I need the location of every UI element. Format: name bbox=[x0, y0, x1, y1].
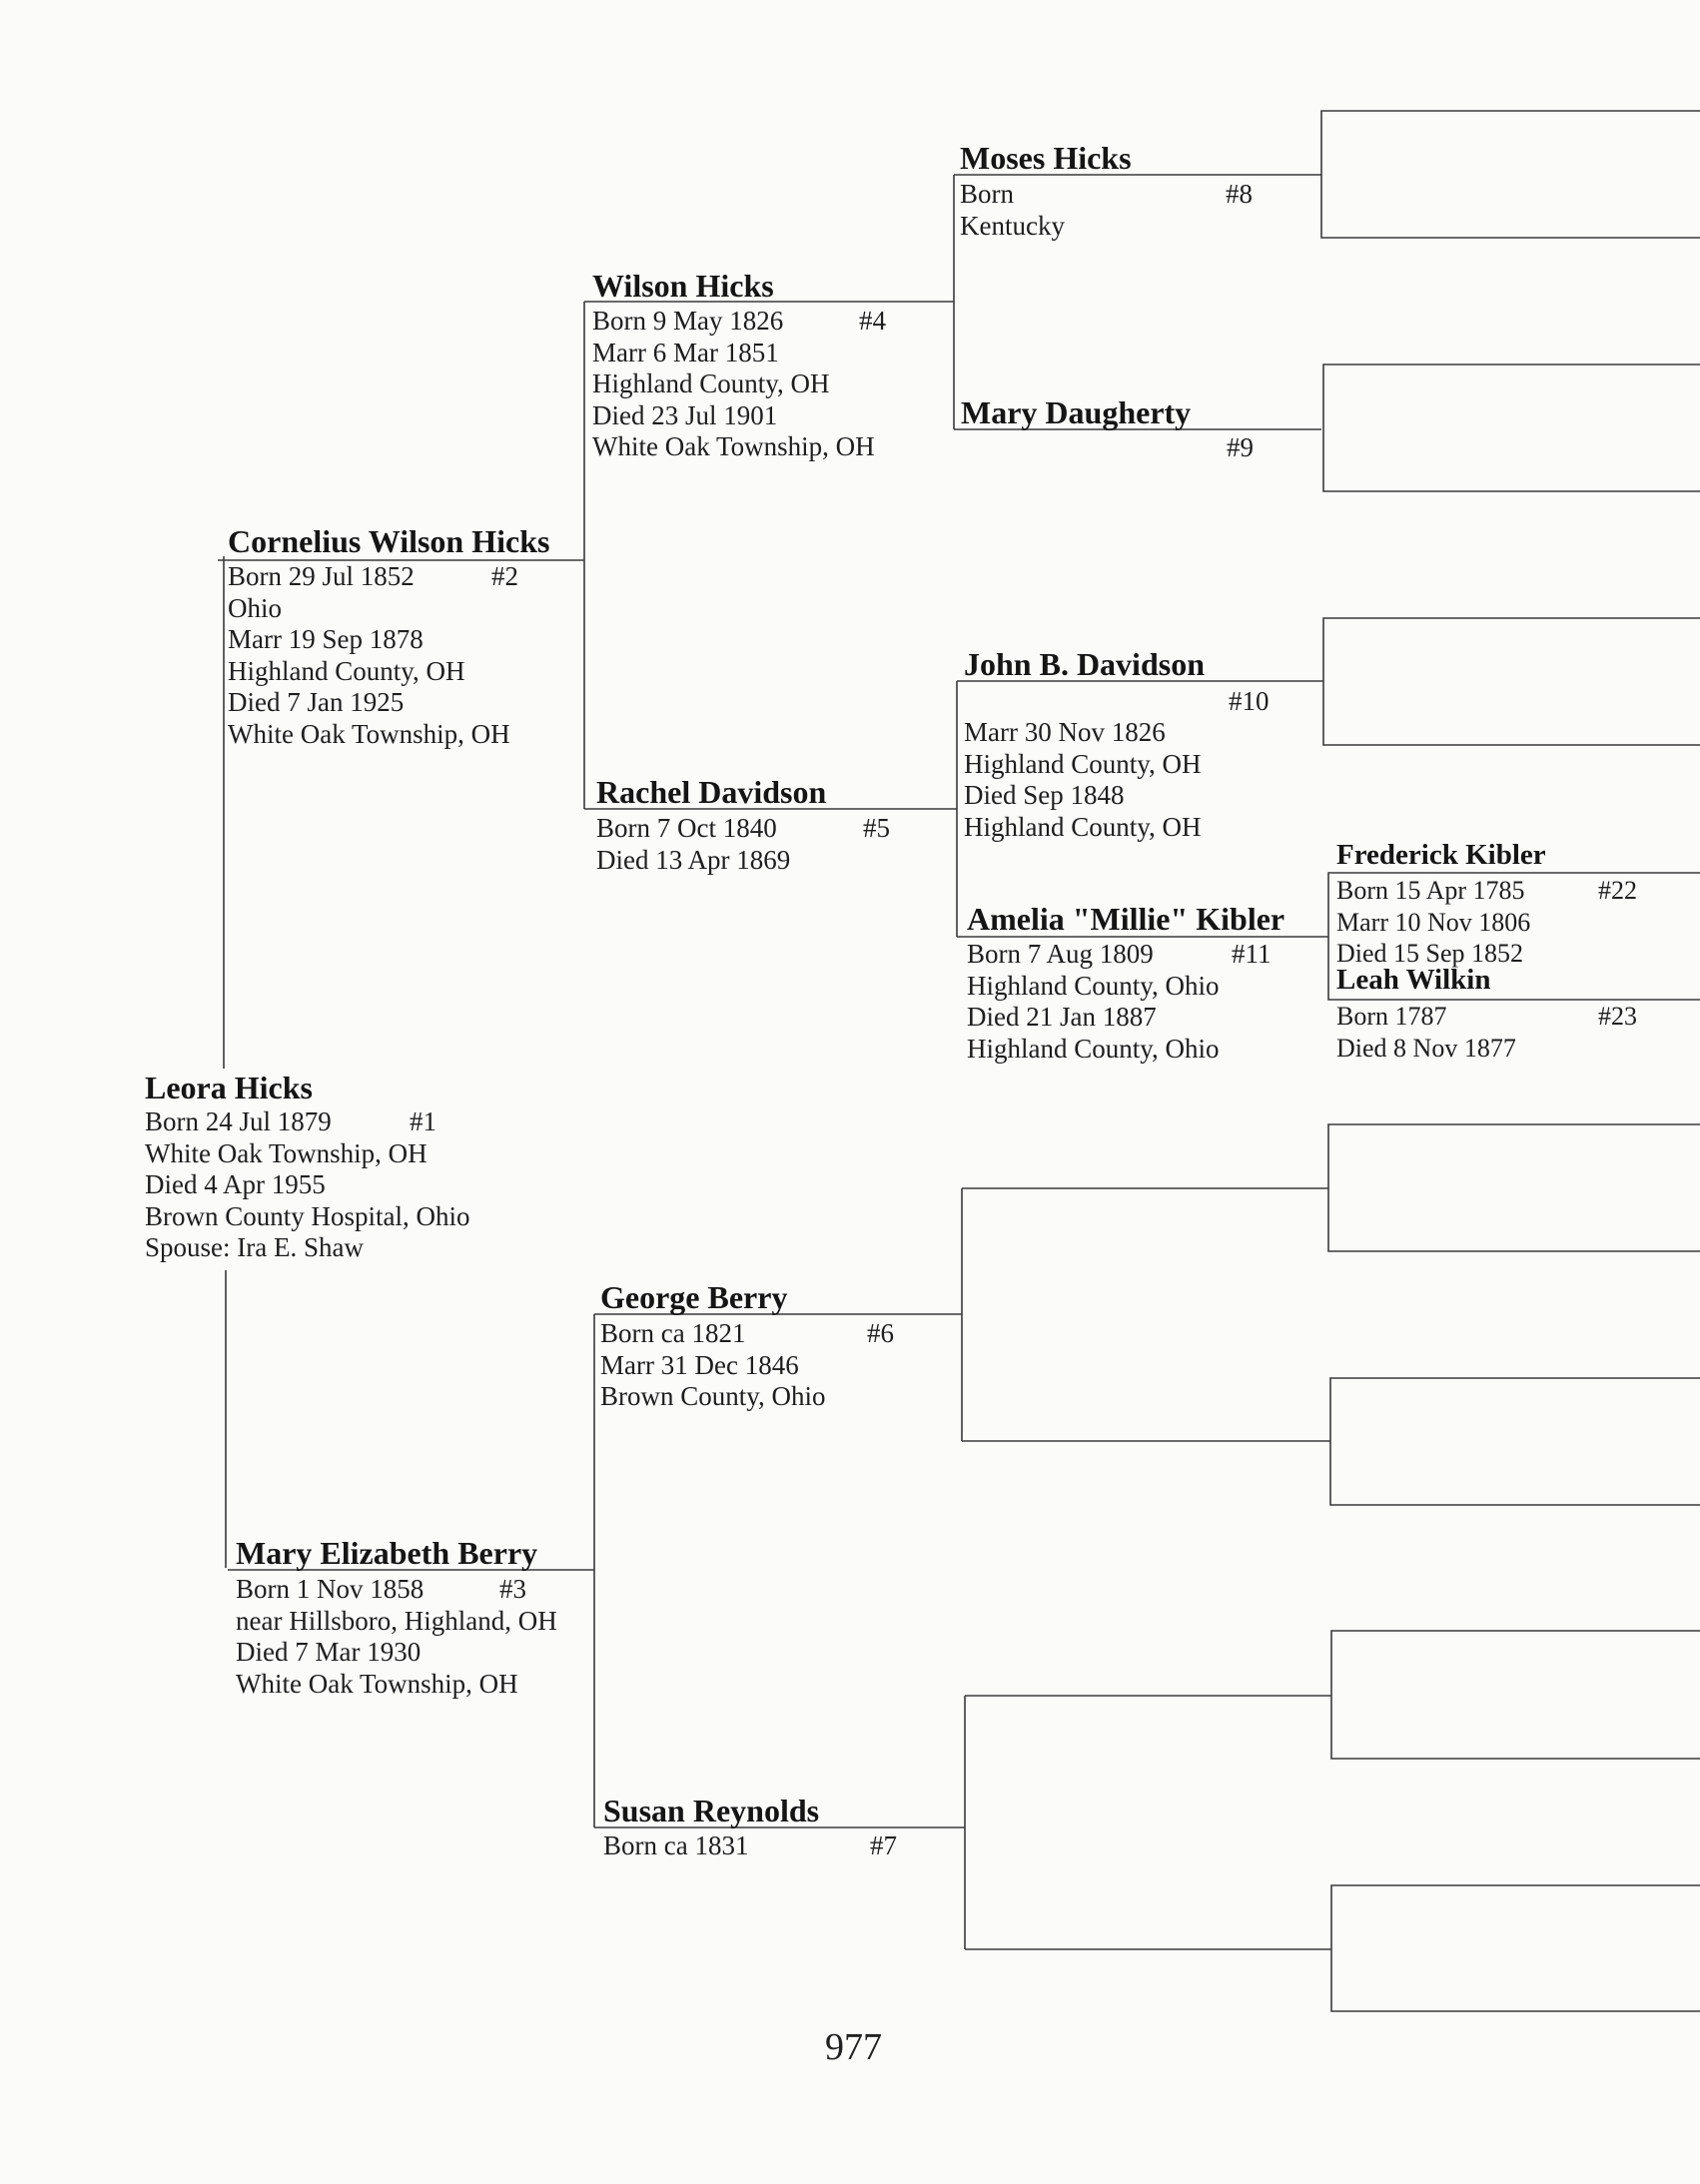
person-7-details bbox=[603, 1830, 748, 1862]
person-10-name: John B. Davidson bbox=[964, 646, 1205, 682]
person-4-line: White Oak Township, OH bbox=[592, 431, 875, 461]
page-number: 977 bbox=[825, 2026, 882, 2068]
person-2-name: Cornelius Wilson Hicks bbox=[228, 523, 550, 559]
person-4-line: Died 23 Jul 1901 bbox=[592, 399, 778, 430]
person-11-number: #11 bbox=[1232, 939, 1272, 969]
person-6-line: Marr 31 Dec 1846 bbox=[600, 1349, 799, 1380]
person-11-line: Highland County, Ohio bbox=[967, 1033, 1220, 1064]
person-3-line: Died 7 Mar 1930 bbox=[236, 1637, 422, 1667]
person-8-line: Born bbox=[960, 179, 1014, 209]
person-1-details bbox=[145, 1106, 470, 1264]
person-5-line: Born 7 Oct 1840 bbox=[596, 813, 777, 843]
person-4-name: Wilson Hicks bbox=[592, 268, 774, 304]
person-10-details bbox=[964, 717, 1202, 843]
person-2-line: Marr 19 Sep 1878 bbox=[228, 624, 424, 654]
person-23-details bbox=[1336, 1001, 1516, 1064]
person-9-number: #9 bbox=[1227, 432, 1254, 462]
person-1-line: Died 4 Apr 1955 bbox=[145, 1169, 326, 1199]
person-23-line: Died 8 Nov 1877 bbox=[1336, 1033, 1516, 1063]
person-1-line: Spouse: Ira E. Shaw bbox=[145, 1232, 364, 1262]
person-4-details bbox=[592, 306, 875, 463]
person-3-line: Born 1 Nov 1858 bbox=[236, 1574, 425, 1604]
person-6-number: #6 bbox=[867, 1318, 894, 1348]
person-1-line: White Oak Township, OH bbox=[145, 1137, 427, 1168]
person-8-number: #8 bbox=[1226, 179, 1253, 209]
person-10-line: Highland County, OH bbox=[964, 748, 1202, 779]
person-10-line: Marr 30 Nov 1826 bbox=[964, 717, 1166, 747]
person-10-line: Died Sep 1848 bbox=[964, 780, 1125, 810]
person-23-line: Born 1787 bbox=[1336, 1002, 1447, 1031]
person-2-line: White Oak Township, OH bbox=[228, 718, 510, 749]
person-2-line: Ohio bbox=[228, 592, 282, 623]
person-5-number: #5 bbox=[863, 813, 890, 843]
person-11-line: Highland County, Ohio bbox=[967, 970, 1220, 1001]
person-23-number: #23 bbox=[1598, 1002, 1637, 1031]
person-1-line: Born 24 Jul 1879 bbox=[145, 1106, 332, 1136]
person-3-name: Mary Elizabeth Berry bbox=[236, 1535, 538, 1571]
person-11-details bbox=[967, 939, 1220, 1065]
person-22-number: #22 bbox=[1598, 876, 1637, 905]
person-5-name: Rachel Davidson bbox=[596, 774, 827, 810]
person-6-name: George Berry bbox=[600, 1279, 788, 1315]
person-1-name: Leora Hicks bbox=[145, 1070, 313, 1105]
person-10-number: #10 bbox=[1229, 686, 1270, 716]
person-11-line: Born 7 Aug 1809 bbox=[967, 939, 1154, 969]
person-2-line: Died 7 Jan 1925 bbox=[228, 687, 405, 717]
person-2-line: Born 29 Jul 1852 bbox=[228, 561, 415, 591]
person-6-line: Brown County, Ohio bbox=[600, 1381, 826, 1411]
person-23-name: Leah Wilkin bbox=[1336, 964, 1491, 996]
person-2-details bbox=[228, 561, 510, 750]
person-2-line: Highland County, OH bbox=[228, 655, 465, 686]
person-7-line: Born ca 1831 bbox=[603, 1830, 749, 1860]
person-5-line: Died 13 Apr 1869 bbox=[596, 844, 791, 875]
person-8-line: Kentucky bbox=[960, 210, 1065, 241]
person-4-line: Marr 6 Mar 1851 bbox=[592, 337, 779, 367]
person-22-line: Born 15 Apr 1785 bbox=[1336, 876, 1525, 905]
person-22-line: Marr 10 Nov 1806 bbox=[1336, 907, 1531, 937]
person-22-name: Frederick Kibler bbox=[1336, 839, 1546, 871]
person-6-line: Born ca 1821 bbox=[600, 1318, 746, 1348]
person-8-details bbox=[960, 179, 1065, 242]
person-11-name: Amelia "Millie" Kibler bbox=[967, 901, 1285, 937]
person-4-line: Highland County, OH bbox=[592, 368, 830, 398]
person-6-details bbox=[600, 1318, 826, 1413]
person-11-line: Died 21 Jan 1887 bbox=[967, 1002, 1157, 1032]
person-5-details bbox=[596, 813, 790, 876]
person-3-number: #3 bbox=[499, 1574, 526, 1604]
person-3-line: near Hillsboro, Highland, OH bbox=[236, 1605, 557, 1636]
person-8-name: Moses Hicks bbox=[960, 140, 1132, 176]
person-3-line: White Oak Township, OH bbox=[236, 1668, 518, 1699]
person-7-number: #7 bbox=[870, 1830, 897, 1860]
person-22-details bbox=[1336, 875, 1530, 970]
person-10-line: Highland County, OH bbox=[964, 811, 1202, 842]
person-7-name: Susan Reynolds bbox=[603, 1793, 820, 1828]
person-2-number: #2 bbox=[491, 561, 518, 591]
person-3-details bbox=[236, 1574, 557, 1700]
person-1-number: #1 bbox=[410, 1106, 436, 1136]
person-4-number: #4 bbox=[859, 306, 886, 336]
person-9-name: Mary Daugherty bbox=[961, 394, 1192, 430]
person-22-line: Died 15 Sep 1852 bbox=[1336, 939, 1524, 968]
person-1-line: Brown County Hospital, Ohio bbox=[145, 1200, 470, 1231]
person-4-line: Born 9 May 1826 bbox=[592, 306, 784, 336]
